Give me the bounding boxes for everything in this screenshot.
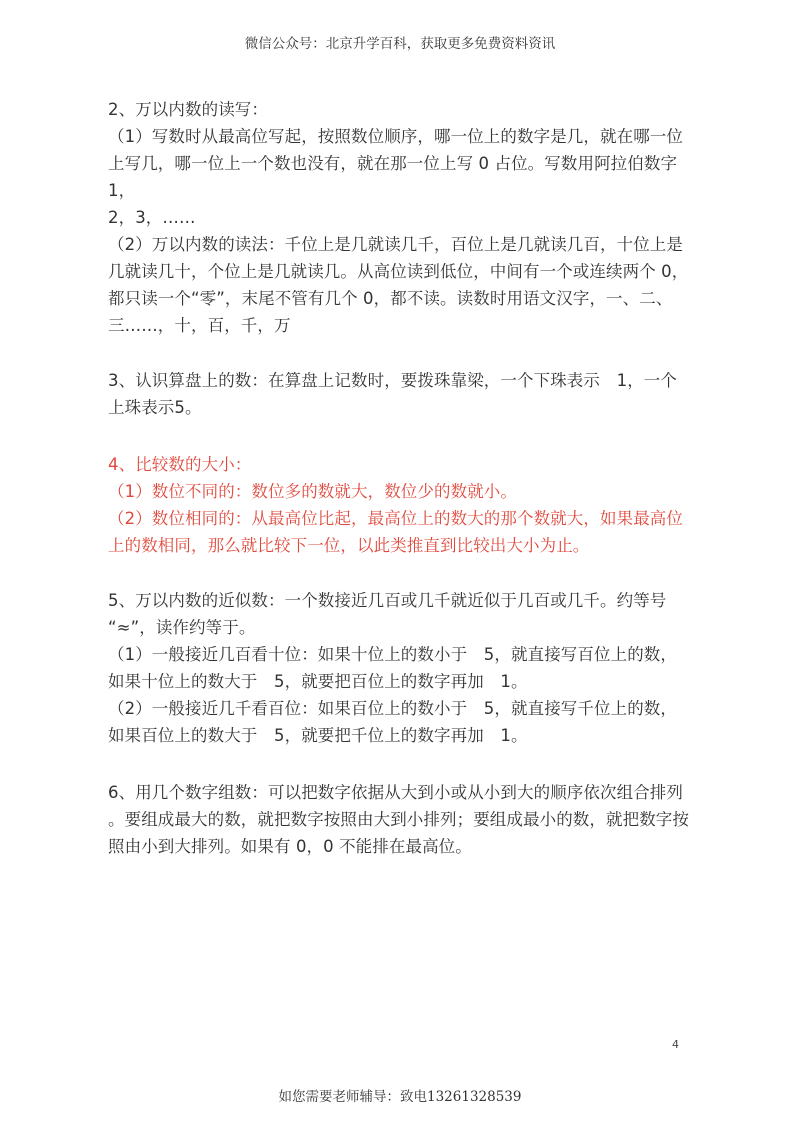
section-approximate <box>108 587 696 749</box>
text-line: （2）一般接近几千看百位：如果百位上的数小于 5，就直接写千位上的数， <box>108 699 677 718</box>
text-line: 上写几，哪一位上一个数也没有，就在那一位上写 0 占位。写数用阿拉伯数字 1， <box>108 154 678 200</box>
text-line: 如果十位上的数大于 5，就要把百位上的数字再加 1。 <box>108 672 528 691</box>
text-line: （1）写数时从最高位写起，按照数位顺序，哪一位上的数字是几，就在哪一位 <box>108 127 683 146</box>
text-line: 如果百位上的数大于 5，就要把千位上的数字再加 1。 <box>108 726 528 745</box>
page-footer: 如您需要老师辅导：致电13261328539 <box>278 1089 522 1105</box>
section-gap <box>108 339 696 367</box>
text-line: （2）万以内数的读法：千位上是几就读几千，百位上是几就读几百，十位上是 <box>108 235 683 254</box>
text-line: （2）数位相同的：从最高位比起，最高位上的数大的那个数就大，如果最高位 <box>108 509 683 528</box>
text-line: 上珠表示5。 <box>108 398 202 417</box>
section-abacus <box>108 367 696 421</box>
text-line: 都只读一个“零”，末尾不管有几个 0，都不读。读数时用语文汉字，一、二、 <box>108 289 673 308</box>
text-line: 4、比较数的大小： <box>108 455 252 474</box>
section-gap <box>108 421 696 451</box>
section-gap <box>108 559 696 587</box>
text-line: 上的数相同，那么就比较下一位，以此类推直到比较出大小为止。 <box>108 536 590 555</box>
page-header: 微信公众号：北京升学百科，获取更多免费资料资讯 <box>244 36 556 52</box>
text-line: 三……，十，百，千，万 <box>108 316 291 335</box>
text-line: 。要组成最大的数，就把数字按照由大到小排列；要组成最小的数，就把数字按 <box>108 810 689 829</box>
text-line: 2，3，…… <box>108 208 196 227</box>
text-line: 5、万以内数的近似数：一个数接近几百或几千就近似于几百或几千。约等号 <box>108 591 667 610</box>
text-line: （1）一般接近几百看十位：如果十位上的数小于 5，就直接写百位上的数， <box>108 645 677 664</box>
text-line: 3、认识算盘上的数：在算盘上记数时，要拨珠靠梁，一个下珠表示 1，一个 <box>108 371 677 390</box>
text-line: （1）数位不同的：数位多的数就大，数位少的数就小。 <box>108 482 517 501</box>
page-number: 4 <box>672 1038 679 1051</box>
text-line: 照由小到大排列。如果有 0，0 不能排在最高位。 <box>108 837 472 856</box>
text-line: “≈”，读作约等于。 <box>108 618 256 637</box>
section-compose <box>108 779 696 860</box>
document-body <box>108 96 696 860</box>
section-compare <box>108 451 696 559</box>
text-line: 6、用几个数字组数：可以把数字依据从大到小或从小到大的顺序依次组合排列 <box>108 783 683 802</box>
section-reading-writing <box>108 96 696 339</box>
section-gap <box>108 749 696 779</box>
text-line: 2、万以内数的读写： <box>108 100 268 119</box>
text-line: 几就读几十，个位上是几就读几。从高位读到低位，中间有一个或连续两个 0， <box>108 262 689 281</box>
